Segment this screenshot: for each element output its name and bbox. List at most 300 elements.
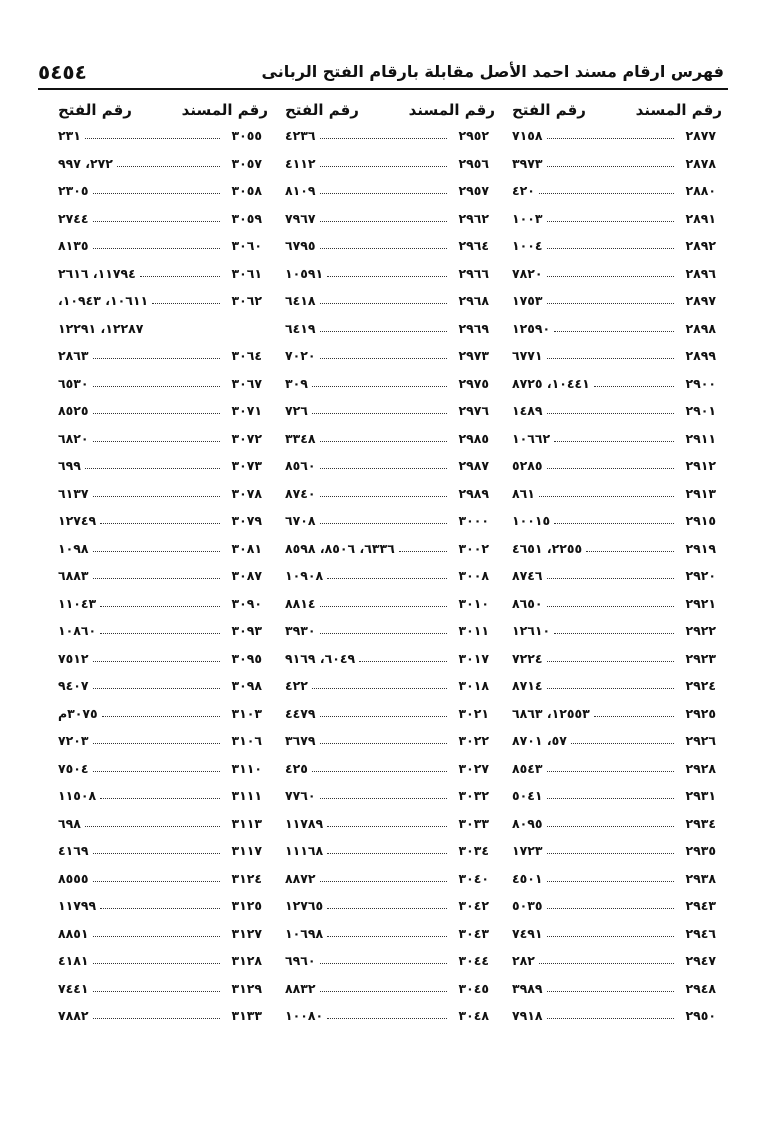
fath-number: ٦٧٩٥ xyxy=(285,238,316,254)
index-row xyxy=(285,370,489,398)
musnad-number: ٣٠٧٣ xyxy=(231,458,262,474)
fath-number: ٨٦٥٠ xyxy=(512,595,543,611)
dot-leader xyxy=(327,936,447,937)
musnad-number: ٢٩٧٦ xyxy=(458,403,489,419)
fath-number: ٣٠٩ xyxy=(285,375,308,391)
dot-leader xyxy=(100,633,220,634)
index-row xyxy=(58,122,262,150)
index-row xyxy=(512,727,716,755)
index-row xyxy=(285,150,489,178)
fath-number: ٢٨٢ xyxy=(512,953,535,969)
dot-leader xyxy=(547,991,674,992)
musnad-number: ٣٠٧٢ xyxy=(231,430,262,446)
index-row xyxy=(512,617,716,645)
fath-number: ٥٠٣٥ xyxy=(512,898,543,914)
fath-number: ٦٤١٩ xyxy=(285,320,316,336)
fath-number: ٨٠٩٥ xyxy=(512,815,543,831)
dot-leader xyxy=(554,633,674,634)
index-row xyxy=(58,507,262,535)
musnad-number: ٣٠٢٧ xyxy=(458,760,489,776)
dot-leader xyxy=(100,798,220,799)
column-header xyxy=(512,98,722,122)
index-row xyxy=(512,865,716,893)
musnad-number: ٢٩١٥ xyxy=(685,513,716,529)
index-row xyxy=(512,645,716,673)
index-row xyxy=(512,1002,716,1030)
index-row xyxy=(58,232,262,260)
index-row xyxy=(512,590,716,618)
dot-leader xyxy=(539,193,674,194)
index-row xyxy=(512,315,716,343)
fath-number: ٤٥٠١ xyxy=(512,870,543,886)
musnad-number: ٢٩٤٣ xyxy=(685,898,716,914)
index-row xyxy=(58,617,262,645)
fath-number: ٣٩٧٣ xyxy=(512,155,543,171)
dot-leader xyxy=(547,908,674,909)
musnad-number: ٢٨٨٠ xyxy=(685,183,716,199)
dot-leader xyxy=(554,523,674,524)
index-row xyxy=(512,397,716,425)
fath-number: ٨٧٤٠ xyxy=(285,485,316,501)
index-row xyxy=(285,837,489,865)
fath-number: ١٠٦٦٢ xyxy=(512,430,551,446)
musnad-number: ٢٨٩٨ xyxy=(685,320,716,336)
musnad-number: ٣١٢٧ xyxy=(231,925,262,941)
fath-number: ١٤٨٩ xyxy=(512,403,543,419)
musnad-number: ٢٩٢٥ xyxy=(685,705,716,721)
page-number: ٥٤٥٤ xyxy=(38,60,87,84)
musnad-number: ٢٩١٩ xyxy=(685,540,716,556)
index-row xyxy=(58,810,262,838)
dot-leader xyxy=(93,386,220,387)
fath-number: ٧٥٠٤ xyxy=(58,760,89,776)
index-row xyxy=(285,947,489,975)
fath-number: ٤١١٢ xyxy=(285,155,316,171)
dot-leader xyxy=(93,578,220,579)
fath-number: ٥٢٨٥ xyxy=(512,458,543,474)
fath-number: ٧٤٩١ xyxy=(512,925,543,941)
index-row xyxy=(285,562,489,590)
musnad-number: ٣١١٠ xyxy=(231,760,262,776)
index-row xyxy=(58,150,262,178)
dot-leader xyxy=(547,166,674,167)
index-row xyxy=(285,205,489,233)
musnad-number: ٣٠٦٤ xyxy=(231,348,262,364)
dot-leader xyxy=(93,881,220,882)
dot-leader xyxy=(320,716,447,717)
musnad-number: ٢٩٦٩ xyxy=(458,320,489,336)
index-row xyxy=(285,810,489,838)
musnad-number: ٢٩٦٤ xyxy=(458,238,489,254)
musnad-number: ٢٩٢١ xyxy=(685,595,716,611)
musnad-number: ٢٨٧٧ xyxy=(685,128,716,144)
musnad-number: ٢٨٩٩ xyxy=(685,348,716,364)
page-title: فهرس ارقام مسند احمد الأصل مقابلة بارقام الفتح الربانى xyxy=(261,62,724,81)
index-row xyxy=(285,122,489,150)
fath-number: ٤٢٠ xyxy=(512,183,535,199)
fath-number: ١١٥٠٨ xyxy=(58,788,97,804)
dot-leader xyxy=(320,331,447,332)
dot-leader xyxy=(93,413,220,414)
dot-leader xyxy=(93,771,220,772)
fath-number: ٤٢٥ xyxy=(285,760,308,776)
index-row xyxy=(58,1002,262,1030)
fath-number: ٨١٣٥ xyxy=(58,238,89,254)
dot-leader xyxy=(117,166,220,167)
dot-leader xyxy=(85,138,220,139)
dot-leader xyxy=(320,606,447,607)
musnad-number: ٢٩٥٦ xyxy=(458,155,489,171)
dot-leader xyxy=(327,908,447,909)
index-row xyxy=(285,397,489,425)
index-row xyxy=(285,727,489,755)
fath-number: ١٠٦١١، ١٠٩٤٣، xyxy=(58,293,149,309)
fath-number: ٧٥١٢ xyxy=(58,650,89,666)
index-row xyxy=(58,177,262,205)
index-row xyxy=(58,755,262,783)
fath-number: ٦٤١٨ xyxy=(285,293,316,309)
dot-leader xyxy=(547,881,674,882)
column-header xyxy=(58,98,268,122)
fath-number: ٦٨٢٠ xyxy=(58,430,89,446)
fath-number: ١١٠٤٣ xyxy=(58,595,97,611)
fath-number: ٤٢٣٦ xyxy=(285,128,316,144)
musnad-number: ٢٩٨٥ xyxy=(458,430,489,446)
fath-number: ٦١٣٧ xyxy=(58,485,89,501)
musnad-number: ٣١٢٨ xyxy=(231,953,262,969)
fath-number: ٧٩٦٧ xyxy=(285,210,316,226)
index-row xyxy=(285,645,489,673)
index-row xyxy=(285,782,489,810)
dot-leader xyxy=(312,413,447,414)
dot-leader xyxy=(93,688,220,689)
dot-leader xyxy=(320,166,447,167)
index-row xyxy=(285,672,489,700)
index-row xyxy=(285,865,489,893)
fath-number: ١٠٠١٥ xyxy=(512,513,551,529)
index-row xyxy=(58,727,262,755)
index-row xyxy=(285,177,489,205)
dot-leader xyxy=(320,633,447,634)
index-row xyxy=(285,425,489,453)
fath-number: ٧٤٤١ xyxy=(58,980,89,996)
fath-number: ٧٨٨٢ xyxy=(58,1008,89,1024)
index-row xyxy=(512,205,716,233)
fath-number: ٨٨٧٢ xyxy=(285,870,316,886)
musnad-number: ٣٠٤٤ xyxy=(458,953,489,969)
dot-leader xyxy=(547,661,674,662)
fath-number: ١٠٨٦٠ xyxy=(58,623,97,639)
dot-leader xyxy=(586,551,674,552)
musnad-number: ٢٩٣٥ xyxy=(685,843,716,859)
musnad-number: ٣١١٣ xyxy=(231,815,262,831)
index-row xyxy=(58,837,262,865)
dot-leader xyxy=(547,936,674,937)
dot-leader xyxy=(93,221,220,222)
musnad-number: ٣٠٦٧ xyxy=(231,375,262,391)
index-row xyxy=(512,672,716,700)
musnad-number: ٢٩٤٨ xyxy=(685,980,716,996)
fath-number: ٩٤٠٧ xyxy=(58,678,89,694)
dot-leader xyxy=(547,853,674,854)
fath-number: ٦٥٣٠ xyxy=(58,375,89,391)
musnad-number: ٢٩٢٠ xyxy=(685,568,716,584)
fath-number: ٣٩٨٩ xyxy=(512,980,543,996)
fath-number: ٧٩١٨ xyxy=(512,1008,543,1024)
index-row xyxy=(58,535,262,563)
dot-leader xyxy=(320,303,447,304)
dot-leader xyxy=(547,578,674,579)
index-row xyxy=(58,920,262,948)
index-row xyxy=(285,535,489,563)
index-row xyxy=(58,287,262,315)
dot-leader xyxy=(547,688,674,689)
dot-leader xyxy=(320,248,447,249)
index-row xyxy=(58,590,262,618)
musnad-number: ٣٠٩٥ xyxy=(231,650,262,666)
musnad-number: ٣٠٧٩ xyxy=(231,513,262,529)
musnad-header: رقم المسند xyxy=(181,101,268,119)
musnad-number: ٢٩٠٠ xyxy=(685,375,716,391)
fath-number: ٨٨١٤ xyxy=(285,595,316,611)
index-row xyxy=(285,342,489,370)
fath-number: ٨٦١ xyxy=(512,485,535,501)
dot-leader xyxy=(312,771,447,772)
musnad-number: ٣٠١٨ xyxy=(458,678,489,694)
index-row xyxy=(512,260,716,288)
fath-number: ٨٥٢٥ xyxy=(58,403,89,419)
dot-leader xyxy=(320,138,447,139)
musnad-number: ٢٩٢٨ xyxy=(685,760,716,776)
dot-leader xyxy=(152,303,220,304)
musnad-number: ٢٩٢٤ xyxy=(685,678,716,694)
dot-leader xyxy=(547,771,674,772)
index-row xyxy=(285,480,489,508)
index-row xyxy=(512,287,716,315)
index-row xyxy=(512,177,716,205)
musnad-number: ٣٠٩٣ xyxy=(231,623,262,639)
musnad-number: ٣١٣٣ xyxy=(231,1008,262,1024)
fath-number: ١٠٩٨ xyxy=(58,540,89,556)
musnad-number: ٢٨٧٨ xyxy=(685,155,716,171)
musnad-number: ٣٠٥٨ xyxy=(231,183,262,199)
index-row xyxy=(285,315,489,343)
dot-leader xyxy=(85,468,220,469)
index-row xyxy=(58,947,262,975)
dot-leader xyxy=(539,496,674,497)
fath-header: رقم الفتح xyxy=(58,101,132,119)
fath-number: ٧٧٦٠ xyxy=(285,788,316,804)
musnad-number: ٢٨٩٧ xyxy=(685,293,716,309)
dot-leader xyxy=(594,716,674,717)
dot-leader xyxy=(93,358,220,359)
musnad-number: ٢٩٢٣ xyxy=(685,650,716,666)
dot-leader xyxy=(100,908,220,909)
fath-number: ٦٠٤٩، ٩١٦٩ xyxy=(285,650,356,666)
dot-leader xyxy=(547,138,674,139)
musnad-number: ٢٩١٣ xyxy=(685,485,716,501)
fath-number: ١٢٧٦٥ xyxy=(285,898,324,914)
index-row xyxy=(512,892,716,920)
index-row xyxy=(512,947,716,975)
dot-leader xyxy=(140,276,220,277)
musnad-number: ٢٩٨٩ xyxy=(458,485,489,501)
musnad-number: ٣٠٤٣ xyxy=(458,925,489,941)
fath-number: ٧٢٦ xyxy=(285,403,308,419)
fath-number: ٥٠٤١ xyxy=(512,788,543,804)
index-row xyxy=(58,205,262,233)
dot-leader xyxy=(547,221,674,222)
dot-leader xyxy=(547,1018,674,1019)
fath-number: ١٠٠٣ xyxy=(512,210,543,226)
index-row xyxy=(285,452,489,480)
fath-number: ٦٣٣٦، ٨٥٠٦، ٨٥٩٨ xyxy=(285,540,395,556)
index-row xyxy=(58,452,262,480)
index-row xyxy=(285,892,489,920)
musnad-number: ٢٩٢٦ xyxy=(685,733,716,749)
musnad-number: ٣٠٣٣ xyxy=(458,815,489,831)
musnad-number: ٣٠٨١ xyxy=(231,540,262,556)
dot-leader xyxy=(320,221,447,222)
fath-number: ٨٥٦٠ xyxy=(285,458,316,474)
fath-number: ١٠٥٩١ xyxy=(285,265,324,281)
musnad-number: ٣٠٢١ xyxy=(458,705,489,721)
dot-leader xyxy=(102,716,220,717)
musnad-number: ٣٠٩٠ xyxy=(231,595,262,611)
dot-leader xyxy=(320,523,447,524)
fath-number: ٨١٠٩ xyxy=(285,183,316,199)
dot-leader xyxy=(93,853,220,854)
dot-leader xyxy=(327,578,447,579)
index-row xyxy=(58,260,262,288)
musnad-number: ٢٨٩١ xyxy=(685,210,716,226)
musnad-number: ٣٠٠٠ xyxy=(458,513,489,529)
index-row xyxy=(512,810,716,838)
index-row xyxy=(58,672,262,700)
index-row xyxy=(512,232,716,260)
fath-number: ٣٠٧٥م xyxy=(58,705,98,721)
index-row xyxy=(512,975,716,1003)
index-row xyxy=(58,975,262,1003)
index-row xyxy=(285,617,489,645)
musnad-number: ٣٠١٠ xyxy=(458,595,489,611)
musnad-number: ٢٩٥٠ xyxy=(685,1008,716,1024)
dot-leader xyxy=(547,798,674,799)
musnad-number: ٣٠٤٨ xyxy=(458,1008,489,1024)
fath-number: ٦٩٩ xyxy=(58,458,81,474)
fath-number: ١٠٤٤١، ٨٧٢٥ xyxy=(512,375,590,391)
fath-number: ٨٧٤٦ xyxy=(512,568,543,584)
dot-leader xyxy=(320,963,447,964)
fath-number: ٦٩٦٠ xyxy=(285,953,316,969)
index-row xyxy=(512,150,716,178)
index-row xyxy=(285,507,489,535)
fath-number: ١١٧٨٩ xyxy=(285,815,324,831)
dot-leader xyxy=(93,1018,220,1019)
fath-number: ٦٧٧١ xyxy=(512,348,543,364)
fath-number: ٣٦٧٩ xyxy=(285,733,316,749)
dot-leader xyxy=(320,441,447,442)
index-row xyxy=(58,397,262,425)
header-divider xyxy=(38,88,728,90)
fath-number: ١٠٠٨٠ xyxy=(285,1008,324,1024)
musnad-number: ٢٩٧٥ xyxy=(458,375,489,391)
dot-leader xyxy=(85,826,220,827)
dot-leader xyxy=(359,661,447,662)
index-row xyxy=(285,232,489,260)
musnad-number: ٣٠٦٢ xyxy=(231,293,262,309)
index-row xyxy=(512,425,716,453)
dot-leader xyxy=(100,606,220,607)
fath-header: رقم الفتح xyxy=(285,101,359,119)
musnad-number: ٢٩١٢ xyxy=(685,458,716,474)
dot-leader xyxy=(93,936,220,937)
dot-leader xyxy=(320,798,447,799)
index-row xyxy=(512,507,716,535)
musnad-number: ٣١٢٤ xyxy=(231,870,262,886)
musnad-number: ٣١٠٦ xyxy=(231,733,262,749)
musnad-number: ٣٠٦١ xyxy=(231,265,262,281)
index-row xyxy=(285,1002,489,1030)
index-column-1 xyxy=(512,98,722,1058)
musnad-number: ٢٩٦٢ xyxy=(458,210,489,226)
musnad-number: ٣٠٥٩ xyxy=(231,210,262,226)
index-row xyxy=(512,342,716,370)
fath-number: ٧١٥٨ xyxy=(512,128,543,144)
dot-leader xyxy=(93,441,220,442)
index-column-2 xyxy=(285,98,495,1058)
index-row xyxy=(58,645,262,673)
musnad-number: ٣٠٢٢ xyxy=(458,733,489,749)
dot-leader xyxy=(327,1018,447,1019)
musnad-number: ٣٠١١ xyxy=(458,623,489,639)
dot-leader xyxy=(320,193,447,194)
index-row xyxy=(285,920,489,948)
index-row xyxy=(512,480,716,508)
dot-leader xyxy=(547,413,674,414)
dot-leader xyxy=(93,551,220,552)
musnad-number: ٢٩٤٦ xyxy=(685,925,716,941)
fath-number: ١١١٦٨ xyxy=(285,843,324,859)
index-row xyxy=(512,370,716,398)
dot-leader xyxy=(327,826,447,827)
index-row xyxy=(58,700,262,728)
musnad-number: ٣٠٤٥ xyxy=(458,980,489,996)
fath-number: ٤١٦٩ xyxy=(58,843,89,859)
musnad-number: ٢٩٨٧ xyxy=(458,458,489,474)
dot-leader xyxy=(93,743,220,744)
index-row xyxy=(512,782,716,810)
dot-leader xyxy=(327,853,447,854)
fath-number: ١٧٢٣ xyxy=(512,843,543,859)
index-columns xyxy=(58,98,722,1058)
index-row xyxy=(58,562,262,590)
index-row xyxy=(512,837,716,865)
musnad-number: ٢٩٥٢ xyxy=(458,128,489,144)
musnad-number: ٢٩٧٣ xyxy=(458,348,489,364)
fath-number: ٣٣٤٨ xyxy=(285,430,316,446)
musnad-number: ٣٠٧١ xyxy=(231,403,262,419)
fath-number: ١٧٥٣ xyxy=(512,293,543,309)
index-row xyxy=(58,865,262,893)
index-row xyxy=(58,425,262,453)
musnad-number: ٣١١٧ xyxy=(231,843,262,859)
index-row xyxy=(512,535,716,563)
fath-number: ٢٧٤٤ xyxy=(58,210,89,226)
dot-leader xyxy=(547,606,674,607)
musnad-number: ٣٠٤٠ xyxy=(458,870,489,886)
index-row xyxy=(58,782,262,810)
